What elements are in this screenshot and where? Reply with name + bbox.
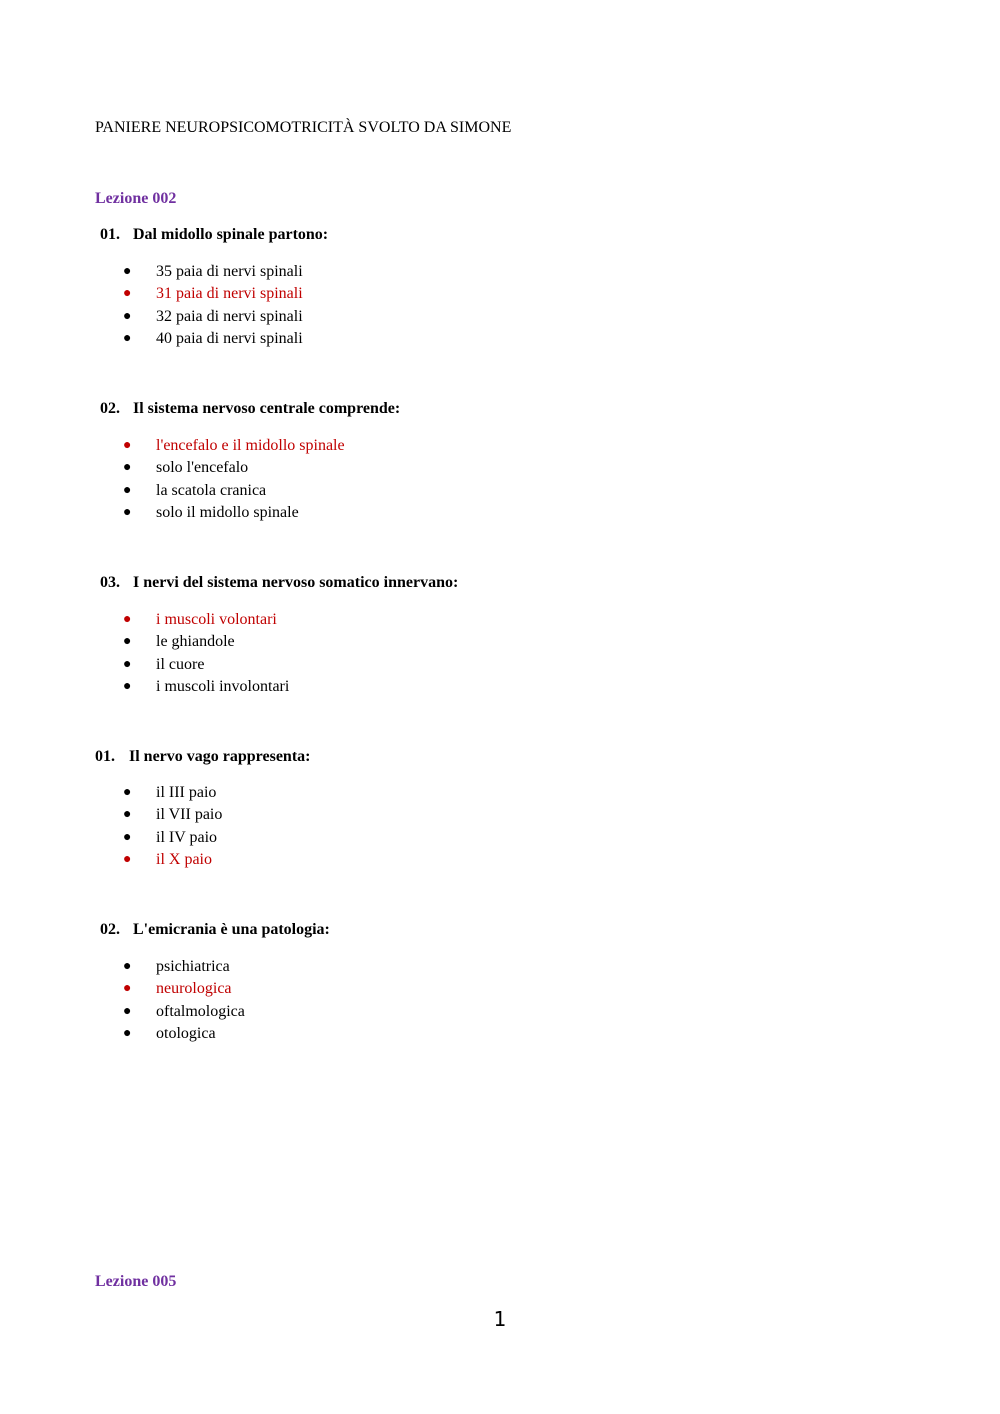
answer-text: 31 paia di nervi spinali <box>156 285 303 303</box>
question-text: Il nervo vago rappresenta: <box>129 748 311 765</box>
question-text: Il sistema nervoso centrale comprende: <box>133 400 401 417</box>
bullet-icon: ● <box>123 981 132 997</box>
question-number: 02. <box>100 400 120 417</box>
answer-option <box>123 480 345 502</box>
bullet-icon: ● <box>123 504 132 520</box>
answer-text: oftalmologica <box>156 1002 245 1020</box>
bullet-icon: ● <box>123 330 132 346</box>
answer-text: la scatola cranica <box>156 481 267 499</box>
question-text: I nervi del sistema nervoso somatico innervano: <box>133 574 459 591</box>
answer-option <box>123 609 289 631</box>
question-number: 03. <box>100 574 120 591</box>
bullet-icon: ● <box>123 482 132 498</box>
answer-text: i muscoli volontari <box>156 611 277 628</box>
answer-option <box>123 261 303 283</box>
bullet-icon: ● <box>123 308 132 324</box>
answer-text: neurologica <box>156 980 232 998</box>
page-number: 1 <box>493 1307 507 1331</box>
answer-option <box>123 283 303 305</box>
answer-option <box>123 849 222 871</box>
question-1 <box>100 226 328 244</box>
bullet-icon: ● <box>123 829 132 845</box>
answer-text: l'encefalo e il midollo spinale <box>156 437 345 454</box>
answer-text: solo il midollo spinale <box>156 503 299 521</box>
answer-option <box>123 435 345 457</box>
answer-text: 35 paia di nervi spinali <box>156 263 303 280</box>
bullet-icon: ● <box>123 460 132 476</box>
answer-list-2 <box>123 435 345 524</box>
bullet-icon: ● <box>123 438 132 453</box>
bullet-icon: ● <box>123 807 132 823</box>
answer-option <box>123 1023 245 1045</box>
answer-text: il VII paio <box>156 806 223 824</box>
answer-option <box>123 306 303 328</box>
answer-text: il X paio <box>156 850 212 868</box>
bullet-icon: ● <box>123 959 132 974</box>
answer-text: il III paio <box>156 784 217 801</box>
answer-text: il cuore <box>156 655 205 673</box>
answer-option <box>123 457 345 479</box>
answer-option <box>123 804 222 826</box>
question-4 <box>95 748 310 766</box>
bullet-icon: ● <box>123 1025 132 1041</box>
answer-text: le ghiandole <box>156 633 235 651</box>
lesson-heading: Lezione 002 <box>95 190 177 207</box>
answer-option <box>123 956 245 978</box>
answer-option <box>123 502 345 524</box>
bullet-icon: ● <box>123 634 132 650</box>
question-number: 02. <box>100 921 120 938</box>
answer-option <box>123 1001 245 1023</box>
answer-text: solo l'encefalo <box>156 459 249 477</box>
answer-list-3 <box>123 609 289 698</box>
answer-list-1 <box>123 261 303 350</box>
bullet-icon: ● <box>123 1003 132 1019</box>
answer-option <box>123 328 303 350</box>
answer-option <box>123 978 245 1000</box>
answer-text: otologica <box>156 1024 216 1042</box>
answer-option <box>123 827 222 849</box>
bullet-icon: ● <box>123 612 132 627</box>
question-number: 01. <box>100 226 120 243</box>
lesson-heading: Lezione 005 <box>95 1273 177 1290</box>
answer-option <box>123 676 289 698</box>
question-number: 01. <box>95 748 115 765</box>
question-5 <box>100 921 330 939</box>
answer-list-5 <box>123 956 245 1045</box>
answer-option <box>123 654 289 676</box>
bullet-icon: ● <box>123 286 132 302</box>
question-3 <box>100 574 458 592</box>
bullet-icon: ● <box>123 851 132 867</box>
question-2 <box>100 400 400 418</box>
answer-text: 32 paia di nervi spinali <box>156 307 303 325</box>
bullet-icon: ● <box>123 656 132 672</box>
answer-text: psichiatrica <box>156 958 230 975</box>
answer-option <box>123 631 289 653</box>
bullet-icon: ● <box>123 264 132 279</box>
bullet-icon: ● <box>123 785 132 800</box>
document-title: PANIERE NEUROPSICOMOTRICITÀ SVOLTO DA SIMONE <box>95 119 512 136</box>
question-text: Dal midollo spinale partono: <box>133 226 329 243</box>
question-text: L'emicrania è una patologia: <box>133 921 330 938</box>
answer-list-4 <box>123 782 222 871</box>
answer-text: i muscoli involontari <box>156 677 290 695</box>
answer-option <box>123 782 222 804</box>
bullet-icon: ● <box>123 678 132 694</box>
answer-text: il IV paio <box>156 828 218 846</box>
answer-text: 40 paia di nervi spinali <box>156 329 303 347</box>
